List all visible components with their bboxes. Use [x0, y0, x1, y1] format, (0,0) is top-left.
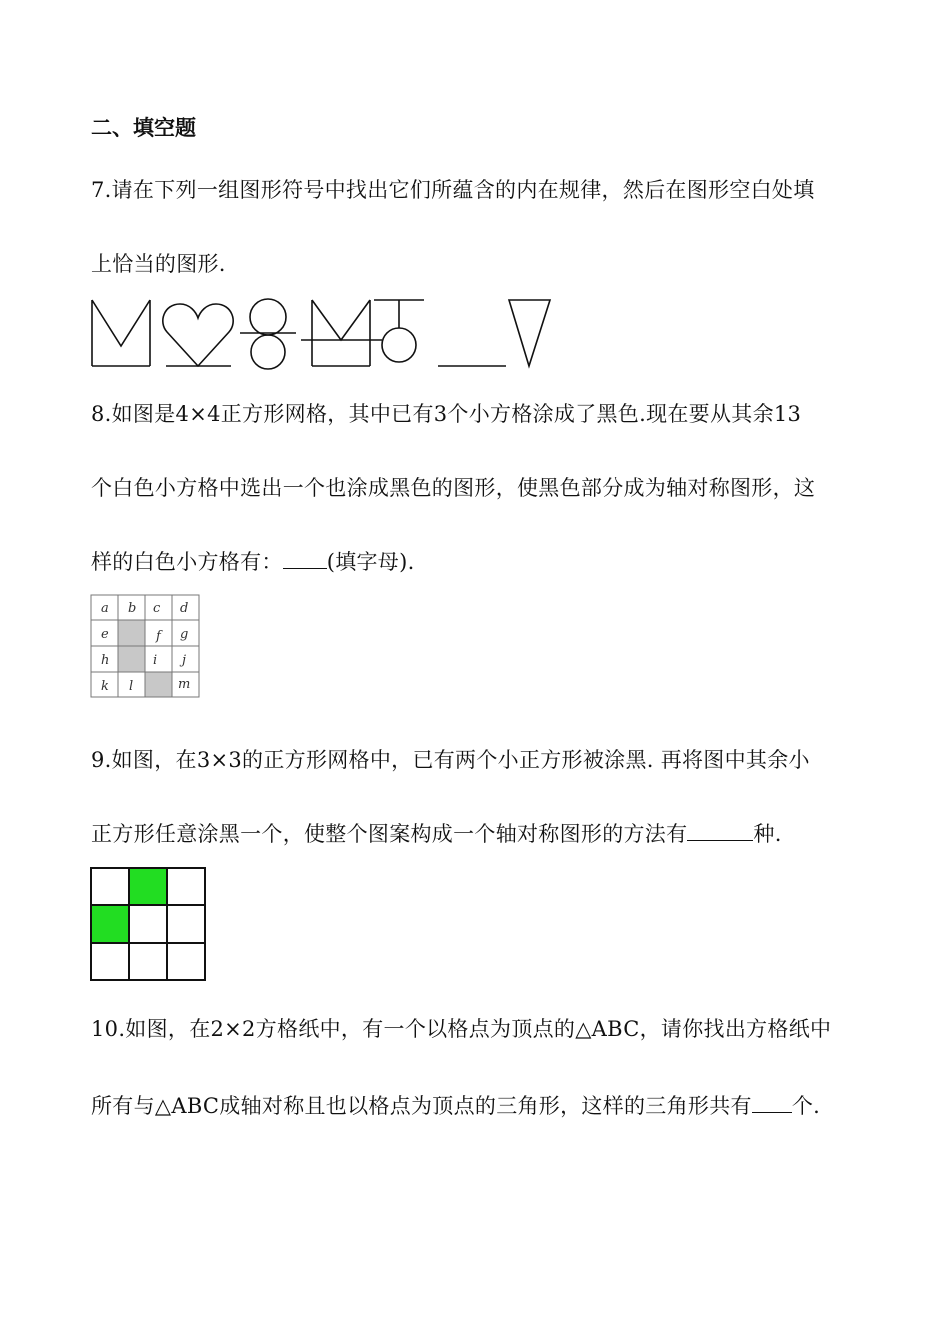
q8-text-line1: 8.如图是4×4正方形网格，其中已有3个小方格涂成了黑色.现在要从其余13 [91, 402, 802, 426]
q8-cell-label: k [101, 679, 109, 694]
q7-symbol-1 [92, 300, 150, 366]
q8-answer-blank[interactable] [283, 548, 327, 569]
q9-filled-cell-middle-left [91, 905, 129, 943]
q7-symbol-4 [301, 300, 382, 366]
q8-cell-label: l [129, 679, 134, 694]
q8-text-after-blank: (填字母). [326, 550, 415, 574]
q8-shaded-cell-b3 [118, 646, 145, 672]
q7-symbol-2 [163, 304, 233, 366]
q8-cell-label: m [178, 677, 191, 692]
q9-answer-blank[interactable] [687, 820, 753, 841]
q8-cell-label: d [180, 601, 189, 616]
q10-text-line2 [91, 1090, 820, 1120]
q7-symbol-3 [250, 299, 286, 335]
q7-symbol-7 [509, 300, 550, 366]
q8-cell-label: e [101, 627, 109, 642]
q7-text-line1: 7.请在下列一组图形符号中找出它们所蕴含的内在规律，然后在图形空白处填 [91, 178, 815, 202]
section-title: 二、填空题 [91, 116, 196, 140]
q10-answer-blank[interactable] [752, 1092, 792, 1113]
q8-cell-label: a [101, 601, 109, 616]
q7-text-line2: 上恰当的图形. [91, 252, 226, 276]
q7-symbol-sequence [88, 296, 558, 372]
q8-cell-label: f [156, 629, 161, 644]
q9-text-before-blank: 正方形任意涂黑一个，使整个图案构成一个轴对称图形的方法有 [91, 822, 688, 846]
q8-shaded-cell-c4 [145, 672, 172, 697]
q8-cell-label: i [153, 653, 158, 668]
q9-filled-cell-top-middle [129, 868, 167, 905]
q8-cell-label: c [153, 601, 161, 616]
q9-grid [89, 866, 207, 982]
q8-cell-label: h [101, 653, 110, 668]
q9-text-line1: 9.如图，在3×3的正方形网格中，已有两个小正方形被涂黑. 再将图中其余小 [91, 748, 810, 772]
q8-cell-label: b [128, 601, 137, 616]
q8-text-line3 [91, 546, 415, 576]
q10-text-after-blank: 个. [791, 1094, 821, 1118]
q8-text-line2: 个白色小方格中选出一个也涂成黑色的图形，使黑色部分成为轴对称图形，这 [91, 476, 816, 500]
q8-cell-label: g [180, 627, 189, 642]
q7-symbol-5 [374, 300, 424, 328]
q8-grid [90, 594, 200, 698]
q8-text-before-blank: 样的白色小方格有： [91, 550, 283, 574]
q9-text-line2 [91, 818, 782, 848]
q9-text-after-blank: 种. [753, 822, 782, 846]
q10-text-before-blank: 所有与△ABC成轴对称且也以格点为顶点的三角形，这样的三角形共有 [91, 1094, 752, 1118]
q8-shaded-cell-b2 [118, 620, 145, 646]
q10-text-line1: 10.如图，在2×2方格纸中，有一个以格点为顶点的△ABC，请你找出方格纸中 [91, 1017, 832, 1041]
q8-cell-label: j [182, 653, 187, 668]
